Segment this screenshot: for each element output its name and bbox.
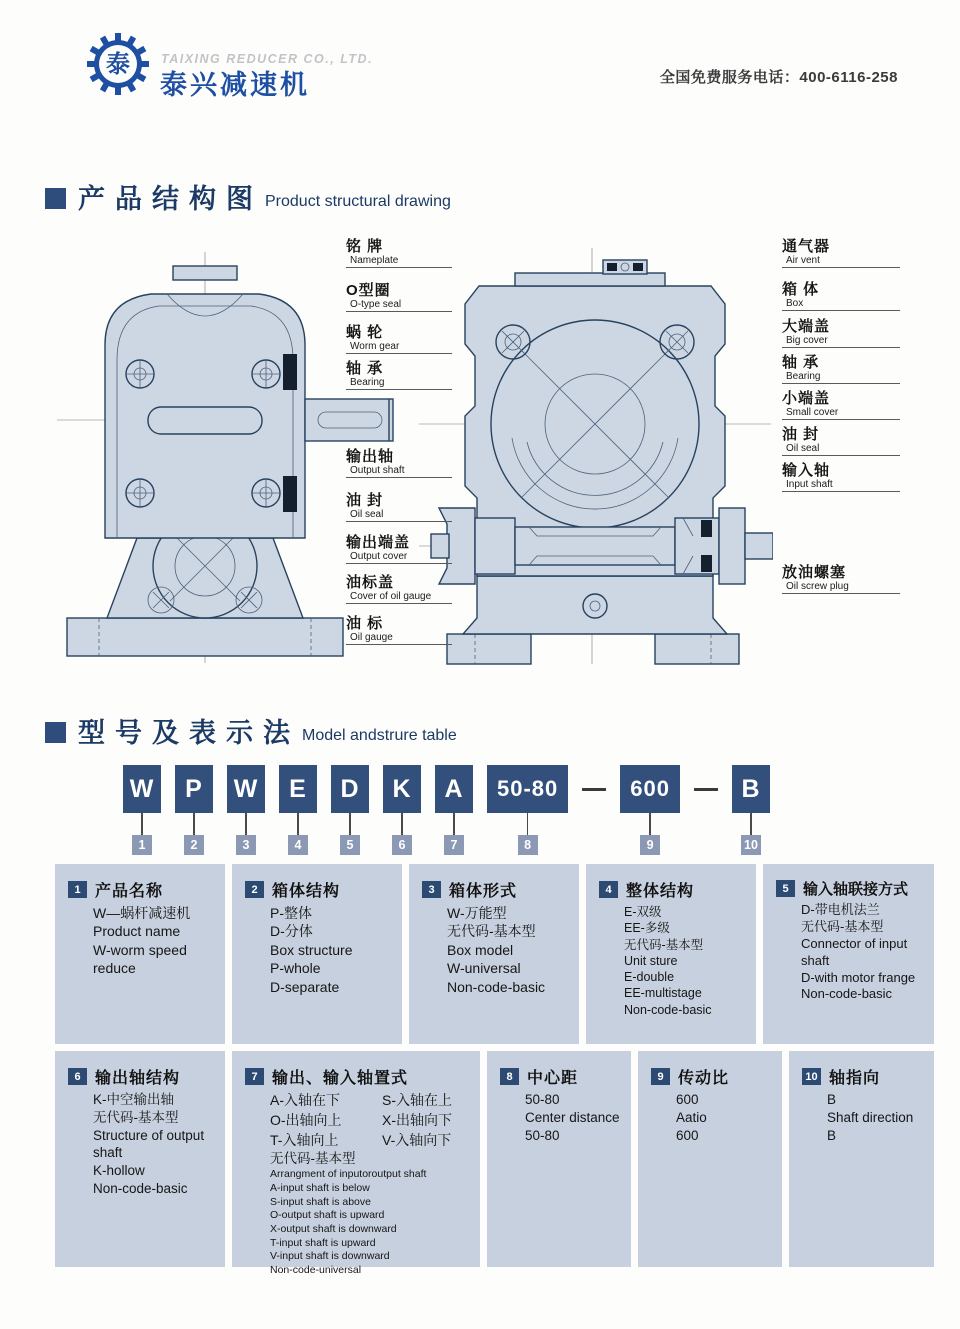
drawing-part-label [782, 318, 900, 348]
section1-title [45, 186, 451, 213]
code-tag-stem [193, 813, 195, 835]
spec-line: reduce [93, 960, 136, 977]
front-section-drawing [417, 246, 773, 666]
part-name-cn: O型圈 [346, 282, 391, 299]
spec-line: P-whole [270, 960, 321, 977]
spec-box-header [68, 1065, 217, 1088]
part-name-en: Bearing [350, 377, 385, 389]
spec-line: Product name [93, 923, 181, 940]
spec-box-title: 传动比 [678, 1070, 730, 1087]
model-code-tag: 1 [132, 835, 152, 855]
spec-line: 600 [676, 1092, 699, 1107]
spec-box-title: 轴指向 [829, 1070, 881, 1087]
spec-line: E-双级 [624, 905, 662, 919]
drawing-part-label [782, 354, 900, 384]
spec-line: Non-code-basic [801, 986, 893, 1002]
spec-boxes-row2 [55, 1051, 934, 1276]
code-tag-stem [401, 813, 403, 835]
part-name-en: Oil seal [786, 443, 820, 455]
title-square-bullet [45, 188, 66, 209]
model-code-item [620, 765, 680, 855]
spec-line: Unit sture [624, 953, 678, 968]
spec-small-line: T-input shaft is upward [270, 1236, 376, 1249]
spec-box-lines [93, 904, 217, 978]
spec-box-small-lines [270, 1168, 472, 1277]
spec-box-header [245, 878, 394, 901]
drawing-part-label [346, 360, 452, 390]
part-name-cn: 蜗 轮 [346, 324, 384, 341]
model-code-tag: 4 [288, 835, 308, 855]
spec-box-4 [586, 864, 756, 1044]
part-name-en: Output shaft [350, 465, 405, 477]
spec-line: D-separate [270, 978, 340, 995]
spec-box-header [776, 878, 926, 899]
part-name-cn: 油 标 [346, 615, 384, 632]
part-name-cn: 箱 体 [782, 281, 820, 298]
spec-pair-item: O-出轴向上 [270, 1112, 342, 1129]
spec-pair-item: S-入轴在上 [382, 1092, 452, 1108]
model-code-item [383, 765, 421, 855]
spec-box-lines [525, 1091, 623, 1144]
company-name-english: TAIXING REDUCER CO., LTD. [161, 52, 374, 66]
model-code-box: 50-80 [487, 765, 568, 813]
drawing-part-label [346, 492, 452, 522]
service-hotline: 全国免费服务电话：400-6116-258 [659, 69, 898, 86]
part-name-cn: 铭 牌 [346, 238, 384, 255]
model-code-box: 600 [620, 765, 680, 813]
model-code-box: A [435, 765, 473, 813]
spec-line: EE-多级 [624, 921, 670, 936]
model-code-box: K [383, 765, 421, 813]
section2-title-en: Model andstrure table [302, 727, 457, 744]
spec-line: 无代码-基本型 [93, 1109, 179, 1125]
spec-line: W—蜗杆减速机 [93, 905, 191, 921]
logo-character: 泰 [106, 51, 130, 78]
part-name-en: Air vent [786, 255, 820, 267]
spec-box-number: 9 [651, 1068, 670, 1085]
spec-box-lines [827, 1091, 926, 1144]
section1-title-en: Product structural drawing [265, 193, 451, 210]
drawing-part-label [346, 282, 452, 312]
spec-box-lines [93, 1091, 217, 1198]
part-name-cn: 小端盖 [782, 390, 831, 407]
part-name-cn: 输出轴 [346, 448, 395, 465]
spec-pair-item: A-入轴在下 [270, 1092, 340, 1108]
spec-box-header [68, 878, 217, 901]
spec-line: W-universal [447, 960, 521, 977]
drawing-part-label [782, 281, 900, 311]
spec-line: 50-80 [525, 1127, 560, 1143]
spec-box-1 [55, 864, 225, 1044]
spec-line: Non-code-basic [624, 1002, 712, 1017]
part-name-cn: 大端盖 [782, 318, 831, 335]
part-name-en: Box [786, 298, 804, 310]
spec-box-10 [789, 1051, 934, 1267]
model-code-item [732, 765, 770, 855]
part-name-en: Bearing [786, 371, 821, 383]
product-structural-drawing [55, 238, 915, 668]
part-name-en: Oil seal [350, 509, 384, 521]
spec-line: shaft [93, 1145, 123, 1161]
spec-box-number: 3 [422, 881, 441, 898]
company-name-chinese: 泰兴减速机 [160, 70, 310, 100]
spec-line: 50-80 [525, 1092, 560, 1107]
spec-box-lines [270, 1150, 472, 1168]
drawing-part-label [782, 462, 900, 492]
spec-line: 无代码-基本型 [270, 1150, 356, 1166]
spec-pair-lines [270, 1091, 472, 1150]
part-name-cn: 油 封 [782, 426, 820, 443]
spec-line: Aatio [676, 1109, 707, 1125]
spec-box-number: 8 [500, 1068, 519, 1085]
part-name-cn: 油 封 [346, 492, 384, 509]
spec-box-title: 整体结构 [626, 883, 695, 900]
model-code-item [331, 765, 369, 855]
section2-title-cn: 型号及表示法 [78, 718, 300, 748]
spec-box-3 [409, 864, 579, 1044]
spec-box-lines [624, 904, 748, 1018]
spec-box-title: 中心距 [527, 1070, 579, 1087]
spec-box-title: 产品名称 [95, 883, 164, 900]
part-name-en: Cover of oil gauge [350, 591, 432, 603]
model-code-tag: 3 [236, 835, 256, 855]
spec-line: Non-code-basic [93, 1181, 188, 1197]
drawing-part-label [346, 574, 452, 604]
part-name-cn: 输出端盖 [346, 534, 411, 551]
section1-title-cn: 产品结构图 [78, 184, 263, 214]
spec-line: Structure of output [93, 1127, 205, 1143]
spec-pair-item: V-入轴向下 [382, 1132, 452, 1149]
spec-box-2 [232, 864, 402, 1044]
model-code-item [123, 765, 161, 855]
model-code-box: B [732, 765, 770, 813]
part-name-cn: 轴 承 [782, 354, 820, 371]
part-name-en: Small cover [786, 407, 839, 419]
spec-box-header [599, 878, 748, 901]
part-name-en: Output cover [350, 551, 408, 563]
spec-box-header [422, 878, 571, 901]
spec-small-line: S-input shaft is above [270, 1195, 371, 1208]
spec-line: W-万能型 [447, 905, 507, 921]
drawing-part-label [346, 324, 452, 354]
code-tag-stem [453, 813, 455, 835]
model-code-tag: 9 [640, 835, 660, 855]
spec-line: 无代码-基本型 [447, 923, 536, 940]
drawing-part-label [346, 615, 452, 645]
model-code-tag: 6 [392, 835, 412, 855]
part-name-en: Oil screw plug [786, 581, 849, 593]
spec-box-7 [232, 1051, 480, 1276]
spec-line: K-hollow [93, 1163, 145, 1179]
spec-line: Box model [447, 941, 514, 958]
code-dash-connector [694, 788, 718, 791]
drawing-part-label [346, 238, 452, 268]
part-name-en: Nameplate [350, 255, 399, 267]
spec-small-line: Non-code-universal [270, 1263, 362, 1276]
spec-box-5 [763, 864, 934, 1044]
model-code-tag: 10 [741, 835, 761, 855]
code-tag-stem [750, 813, 752, 835]
model-code-tag: 8 [518, 835, 538, 855]
drawing-part-label [782, 564, 900, 594]
spec-box-lines [676, 1091, 774, 1144]
spec-box-header [651, 1065, 774, 1088]
code-tag-stem [297, 813, 299, 835]
spec-small-line: V-input shaft is downward [270, 1250, 390, 1263]
model-code-item [487, 765, 568, 855]
spec-box-8 [487, 1051, 631, 1267]
drawing-part-label [346, 448, 452, 478]
spec-box-lines [447, 904, 571, 996]
spec-line: Center distance [525, 1109, 620, 1125]
model-code-tag: 7 [444, 835, 464, 855]
model-code-box: E [279, 765, 317, 813]
spec-line: Box structure [270, 941, 353, 958]
spec-pair-item: X-出轴向下 [382, 1112, 452, 1129]
side-section-drawing [55, 250, 395, 665]
spec-box-title: 箱体结构 [272, 883, 341, 900]
spec-box-title: 输出轴结构 [95, 1070, 181, 1087]
spec-box-9 [638, 1051, 782, 1267]
drawing-part-label [782, 390, 900, 420]
spec-line: D-带电机法兰 [801, 902, 880, 917]
part-name-en: Big cover [786, 335, 828, 347]
code-tag-stem [349, 813, 351, 835]
model-code-box: W [227, 765, 265, 813]
spec-line: B [827, 1127, 837, 1143]
spec-small-line: O-output shaft is upward [270, 1209, 385, 1222]
model-code-item [435, 765, 473, 855]
model-code-tag: 5 [340, 835, 360, 855]
spec-line: Non-code-basic [447, 978, 546, 995]
spec-box-number: 4 [599, 881, 618, 898]
spec-box-header [500, 1065, 623, 1088]
spec-line: 无代码-基本型 [801, 918, 884, 934]
spec-box-title: 箱体形式 [449, 883, 518, 900]
spec-box-number: 7 [245, 1068, 264, 1085]
spec-small-line: Arrangment of inputoroutput shaft [270, 1168, 427, 1181]
spec-box-header [802, 1065, 926, 1088]
spec-line: D-with motor frange [801, 969, 916, 985]
spec-pair-item: T-入轴向上 [270, 1132, 339, 1149]
code-tag-stem [141, 813, 143, 835]
code-tag-stem [527, 813, 529, 835]
code-tag-stem [245, 813, 247, 835]
model-code-box: D [331, 765, 369, 813]
part-name-en: Input shaft [786, 479, 833, 491]
spec-line: P-整体 [270, 905, 312, 921]
part-name-cn: 轴 承 [346, 360, 384, 377]
spec-line: Connector of input [801, 935, 908, 951]
part-name-en: Oil gauge [350, 632, 393, 644]
spec-box-number: 1 [68, 881, 87, 898]
part-name-en: O-type seal [350, 299, 402, 311]
part-name-cn: 通气器 [782, 238, 831, 255]
spec-box-lines [270, 904, 394, 996]
model-code-tag: 2 [184, 835, 204, 855]
spec-line: D-分体 [270, 923, 313, 940]
model-code-item [175, 765, 213, 855]
spec-line: E-double [624, 970, 675, 984]
spec-line: W-worm speed [93, 941, 187, 958]
spec-line: K-中空输出轴 [93, 1092, 174, 1107]
spec-box-lines [801, 902, 926, 1003]
title-square-bullet [45, 722, 66, 743]
code-tag-stem [649, 813, 651, 835]
logo-gear-icon [86, 32, 150, 96]
spec-boxes-row1 [55, 864, 934, 1044]
drawing-part-label [346, 534, 452, 564]
drawing-part-label [782, 238, 900, 268]
spec-line: B [827, 1092, 837, 1107]
spec-line: shaft [801, 952, 830, 968]
code-dash-connector [582, 788, 606, 791]
spec-box-header [245, 1065, 472, 1088]
model-code-item [227, 765, 265, 855]
part-name-en: Worm gear [350, 341, 400, 353]
model-code-box: P [175, 765, 213, 813]
model-code-item [279, 765, 317, 855]
part-name-cn: 放油螺塞 [782, 564, 847, 581]
spec-small-line: A-input shaft is below [270, 1182, 370, 1195]
part-name-cn: 输入轴 [782, 462, 831, 479]
spec-line: 无代码-基本型 [624, 937, 704, 952]
spec-small-line: X-output shaft is downward [270, 1222, 397, 1235]
spec-box-number: 10 [802, 1068, 821, 1085]
spec-box-title: 输出、输入轴置式 [272, 1070, 409, 1087]
spec-box-6 [55, 1051, 225, 1267]
spec-line: EE-multistage [624, 986, 702, 1001]
model-code-row [123, 765, 770, 855]
spec-box-number: 2 [245, 881, 264, 898]
model-code-box: W [123, 765, 161, 813]
spec-line: 600 [676, 1127, 699, 1143]
part-name-cn: 油标盖 [346, 574, 395, 591]
drawing-part-label [782, 426, 900, 456]
section2-title [45, 720, 457, 747]
spec-box-number: 5 [776, 880, 795, 897]
spec-box-title: 输入轴联接方式 [803, 881, 909, 898]
spec-line: Shaft direction [827, 1109, 914, 1125]
spec-box-number: 6 [68, 1068, 87, 1085]
